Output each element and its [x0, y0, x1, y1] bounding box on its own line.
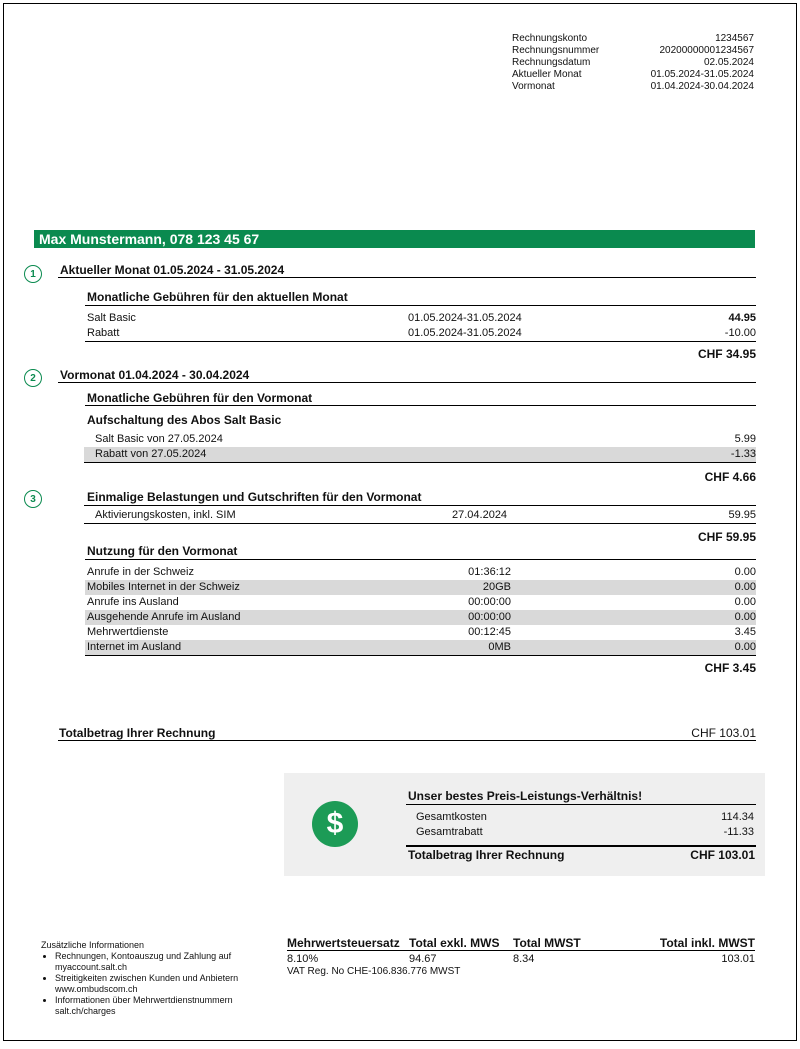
section3-title: Einmalige Belastungen und Gutschriften für den Vormonat	[87, 490, 422, 504]
section2-total: CHF 4.66	[704, 470, 756, 484]
divider	[287, 950, 755, 951]
divider	[85, 559, 756, 560]
table-row: Aktivierungskosten, inkl. SIM 27.04.2024 59.95	[95, 509, 756, 521]
promo-total-value: CHF 103.01	[690, 848, 755, 862]
section-number-2: 2	[24, 369, 42, 387]
meta-invoice-date: Rechnungsdatum 02.05.2024	[512, 57, 754, 68]
table-row: Anrufe ins Ausland 00:00:00 0.00	[87, 596, 756, 608]
promo-title: Unser bestes Preis-Leistungs-Verhältnis!	[408, 789, 643, 803]
table-row: Ausgehende Anrufe im Ausland 00:00:00 0.00	[87, 611, 756, 623]
section-number-3: 3	[24, 490, 42, 508]
divider	[406, 845, 756, 847]
divider	[58, 277, 756, 278]
section3-total: CHF 59.95	[697, 530, 756, 544]
table-row: Gesamtkosten 114.34	[416, 811, 754, 823]
usage-title: Nutzung für den Vormonat	[87, 544, 238, 558]
additional-info-list	[41, 951, 271, 1017]
table-row: Rabatt von 27.05.2024 -1.33	[84, 447, 756, 462]
meta-invoice-number: Rechnungsnummer 20200000001234567	[512, 45, 754, 56]
promo-total-label: Totalbetrag Ihrer Rechnung	[408, 848, 565, 862]
section2-title: Vormonat 01.04.2024 - 30.04.2024	[60, 368, 250, 382]
divider	[85, 405, 756, 406]
divider	[58, 382, 756, 383]
table-row: Mehrwertdienste 00:12:45 3.45	[87, 626, 756, 638]
meta-current-month: Aktueller Monat 01.05.2024-31.05.2024	[512, 69, 754, 80]
list-item: • Rechnungen, Kontoauszug und Zahlung auf myaccount.salt.ch	[55, 951, 271, 973]
section1-total: CHF 34.95	[697, 347, 756, 361]
invoice-page	[3, 3, 797, 1041]
divider	[85, 655, 756, 656]
divider	[58, 740, 756, 741]
divider	[84, 462, 756, 463]
divider	[84, 523, 756, 524]
grand-total-value: CHF 103.01	[691, 726, 756, 740]
customer-bar: Max Munstermann, 078 123 45 67	[34, 230, 755, 248]
divider	[85, 305, 756, 306]
meta-previous-month: Vormonat 01.04.2024-30.04.2024	[512, 81, 754, 92]
section2-subtitle2: Aufschaltung des Abos Salt Basic	[87, 413, 282, 427]
grand-total-label: Totalbetrag Ihrer Rechnung	[59, 726, 216, 740]
divider	[84, 505, 756, 506]
table-row: Gesamtrabatt -11.33	[416, 826, 754, 838]
table-row: Anrufe in der Schweiz 01:36:12 0.00	[87, 566, 756, 578]
table-row: Internet im Ausland 0MB 0.00	[87, 641, 756, 653]
section1-title: Aktueller Monat 01.05.2024 - 31.05.2024	[60, 263, 285, 277]
additional-info	[41, 939, 271, 1017]
dollar-icon: $	[312, 801, 358, 847]
divider	[85, 341, 756, 342]
promo-box	[284, 773, 765, 876]
vat-header: Mehrwertsteuersatz Total exkl. MWS Total MWST Total inkl. MWST	[287, 936, 755, 950]
table-row: Salt Basic von 27.05.2024 5.99	[95, 433, 756, 445]
vat-reg: VAT Reg. No CHE-106.836.776 MWST	[287, 966, 461, 977]
table-row: Mobiles Internet in der Schweiz 20GB 0.00	[87, 581, 756, 593]
vat-table	[287, 936, 755, 978]
list-item: • Streitigkeiten zwischen Kunden und Anbietern www.ombudscom.ch	[55, 973, 271, 995]
section2-subtitle: Monatliche Gebühren für den Vormonat	[87, 391, 313, 405]
divider	[406, 804, 756, 805]
table-row: Salt Basic 01.05.2024-31.05.2024 44.95	[87, 312, 756, 324]
list-item: • Informationen über Mehrwertdienstnummern salt.ch/charges	[55, 995, 271, 1017]
vat-row: 8.10% 94.67 8.34 103.01	[287, 953, 755, 965]
section-number-1: 1	[24, 265, 42, 283]
additional-info-title: Zusätzliche Informationen	[41, 940, 145, 950]
table-row: Rabatt 01.05.2024-31.05.2024 -10.00	[87, 327, 756, 339]
meta-account: Rechnungskonto 1234567	[512, 33, 754, 44]
usage-total: CHF 3.45	[704, 661, 756, 675]
invoice-meta	[512, 33, 754, 93]
section1-subtitle: Monatliche Gebühren für den aktuellen Monat	[87, 290, 348, 304]
